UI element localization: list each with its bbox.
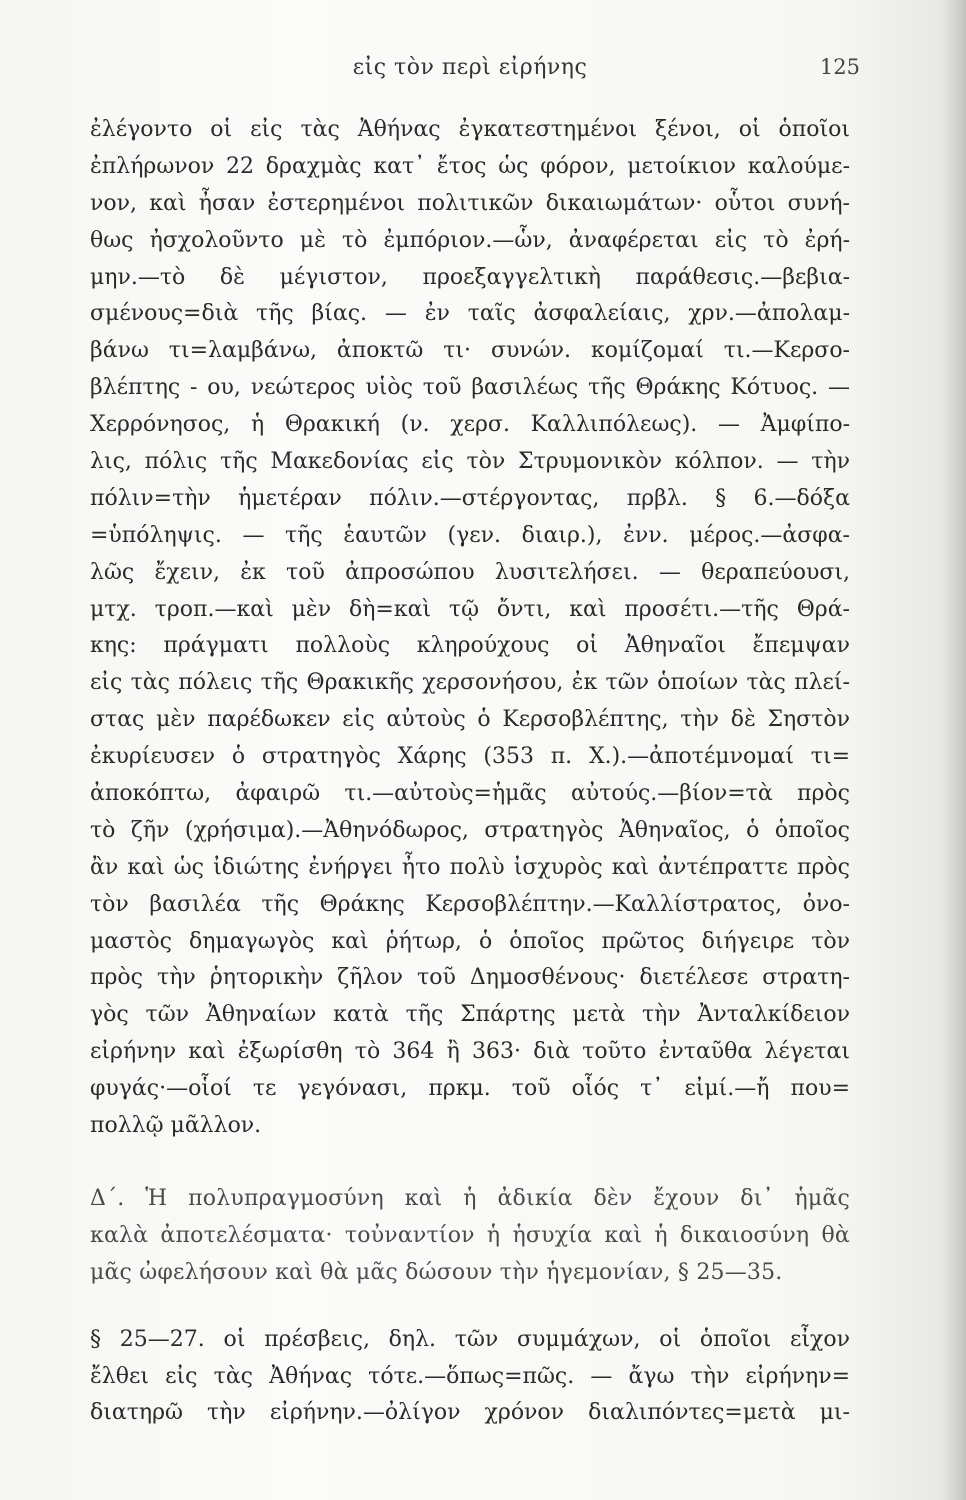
- summary-line: καλὰ ἀποτελέσματα· τοὐναντίον ἡ ἡσυχία καὶ ἡ δικαιοσύνη θὰ: [90, 1222, 850, 1248]
- page-number: 125: [819, 55, 860, 79]
- text-line: βλέπτης - ου, νεώτερος υἱὸς τοῦ βασιλέως τῆς Θράκης Κότυος. —: [90, 375, 850, 401]
- text-line: πρὸς τὴν ῥητορικὴν ζῆλον τοῦ Δημοσθένους· διετέλεσε στρατη-: [90, 965, 850, 991]
- text-line: τὸ ζῆν (χρήσιμα).—Ἀθηνόδωρος, στρατηγὸς Ἀθηναῖος, ὁ ὁποῖος: [90, 817, 850, 843]
- text-line: πολλῷ μᾶλλον.: [90, 1113, 262, 1139]
- text-line: τὸν βασιλέα τῆς Θράκης Κερσοβλέπτην.—Καλλίστρατος, ὀνο-: [90, 891, 850, 917]
- page-body: [90, 112, 850, 1432]
- text-line: εἰρήνην καὶ ἐξωρίσθη τὸ 364 ἢ 363· διὰ τοῦτο ἐνταῦθα λέγεται: [90, 1039, 850, 1065]
- text-line: σμένους=διὰ τῆς βίας. — ἐν ταῖς ἀσφαλείαις, χρν.—ἀπολαμ-: [90, 301, 850, 327]
- commentary-block: [90, 112, 850, 1145]
- text-line: ἐκυρίευσεν ὁ στρατηγὸς Χάρης (353 π. Χ.).—ἀποτέμνομαί τι=: [90, 744, 850, 770]
- text-line: στας μὲν παρέδωκεν εἰς αὐτοὺς ὁ Κερσοβλέπτης, τὴν δὲ Σηστὸν: [90, 707, 850, 733]
- text-line: γὸς τῶν Ἀθηναίων κατὰ τῆς Σπάρτης μετὰ τὴν Ἀνταλκίδειον: [90, 1002, 850, 1028]
- section-gap: [90, 1292, 850, 1322]
- summary-line: Δ΄. Ἡ πολυπραγμοσύνη καὶ ἡ ἀδικία δὲν ἔχουν δι᾿ ἡμᾶς: [90, 1185, 850, 1211]
- text-line: νον, καὶ ἦσαν ἐστερημένοι πολιτικῶν δικαιωμάτων· οὗτοι συνή-: [90, 190, 850, 216]
- text-line: βάνω τι=λαμβάνω, ἀποκτῶ τι· συνών. κομίζομαί τι.—Κερσο-: [90, 338, 850, 364]
- running-title: εἰς τὸν περὶ εἰρήνης: [352, 55, 588, 80]
- note-line: § 25—27. οἱ πρέσβεις, δηλ. τῶν συμμάχων, οἱ ὁποῖοι εἶχον: [90, 1326, 850, 1352]
- text-line: κης: πράγματι πολλοὺς κληρούχους οἱ Ἀθηναῖοι ἔπεμψαν: [90, 633, 850, 659]
- notes-block: [90, 1322, 850, 1433]
- text-line: ἐπλήρωνον 22 δραχμὰς κατ᾿ ἔτος ὡς φόρον, μετοίκιον καλούμε-: [90, 153, 850, 179]
- text-line: ἀποκόπτω, ἀφαιρῶ τι.—αὐτοὺς=ἡμᾶς αὐτούς.—βίον=τὰ πρὸς: [90, 781, 850, 807]
- text-line: φυγάς·—οἷοί τε γεγόνασι, πρκμ. τοῦ οἷός τ᾿ εἰμί.—ἤ που=: [90, 1076, 850, 1102]
- note-line: ἔλθει εἰς τὰς Ἀθήνας τότε.—ὅπως=πῶς. — ἄγω τὴν εἰρήνην=: [90, 1363, 850, 1389]
- text-line: μτχ. τροπ.—καὶ μὲν δὴ=καὶ τῷ ὄντι, καὶ προσέτι.—τῆς Θρά-: [90, 596, 850, 622]
- text-line: λῶς ἔχειν, ἐκ τοῦ ἀπροσώπου λυσιτελήσει. — θεραπεύουσι,: [90, 559, 850, 585]
- text-line: λις, πόλις τῆς Μακεδονίας εἰς τὸν Στρυμονικὸν κόλπον. — τὴν: [90, 449, 850, 475]
- text-line: θως ἠσχολοῦντο μὲ τὸ ἐμπόριον.—ὧν, ἀναφέρεται εἰς τὸ ἐρή-: [90, 227, 850, 253]
- text-line: ἂν καὶ ὡς ἰδιώτης ἐνήργει ἦτο πολὺ ἰσχυρὸς καὶ ἀντέπραττε πρὸς: [90, 854, 850, 880]
- text-line: μην.—τὸ δὲ μέγιστον, προεξαγγελτικὴ παράθεσις.—βεβια-: [90, 264, 850, 290]
- page-header: [90, 55, 860, 95]
- note-line: διατηρῶ τὴν εἰρήνην.—ὀλίγον χρόνον διαλιπόντες=μετὰ μι-: [90, 1400, 850, 1426]
- section-gap: [90, 1145, 850, 1181]
- text-line: Χερρόνησος, ἡ Θρακική (ν. χερσ. Καλλιπόλεως). — Ἀμφίπο-: [90, 412, 850, 438]
- summary-line: μᾶς ὠφελήσουν καὶ θὰ μᾶς δώσουν τὴν ἡγεμονίαν, § 25—35.: [90, 1259, 783, 1285]
- text-line: εἰς τὰς πόλεις τῆς Θρακικῆς χερσονήσου, ἐκ τῶν ὁποίων τὰς πλεί-: [90, 670, 850, 696]
- text-line: πόλιν=τὴν ἡμετέραν πόλιν.—στέργοντας, πρβλ. § 6.—δόξα: [90, 485, 850, 511]
- text-line: ἐλέγοντο οἱ εἰς τὰς Ἀθήνας ἐγκατεστημένοι ξένοι, οἱ ὁποῖοι: [90, 117, 850, 142]
- page-spine-shadow: [942, 0, 966, 1500]
- text-line: =ὑπόληψις. — τῆς ἑαυτῶν (γεν. διαιρ.), ἐνν. μέρος.—ἀσφα-: [90, 522, 850, 548]
- text-line: μαστὸς δημαγωγὸς καὶ ῥήτωρ, ὁ ὁποῖος πρῶτος διήγειρε τὸν: [90, 928, 850, 954]
- section-summary: [90, 1181, 850, 1292]
